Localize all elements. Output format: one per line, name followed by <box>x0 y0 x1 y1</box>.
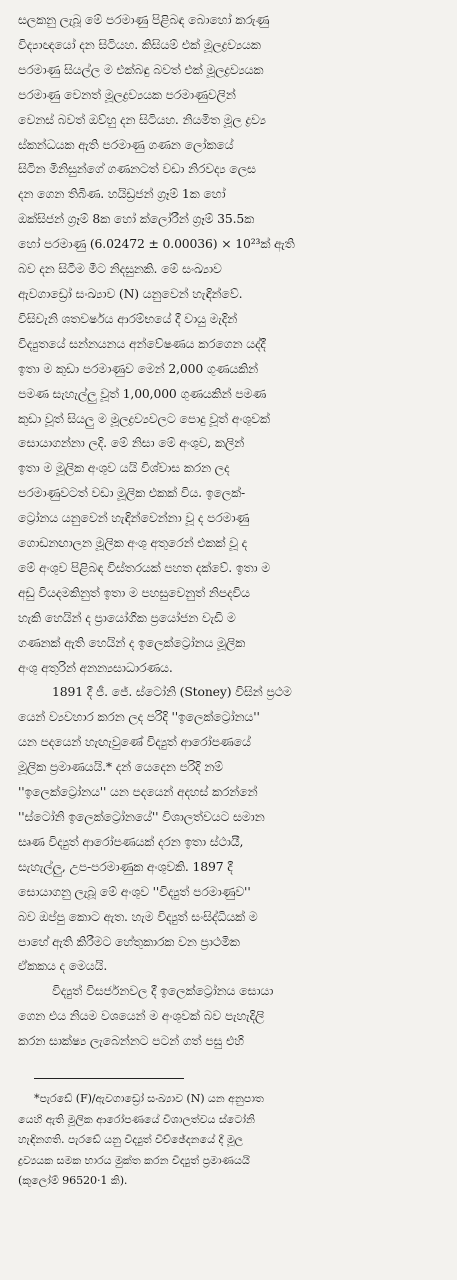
footnote-line: යෙහි ඇති මූලික ආරෝපණයේ විශාලත්වය ස්ටෝනි <box>18 1112 255 1126</box>
text-line: ට්‍රෝනය යනුවෙන් හැඳින්වෙන්නා වූ ද පරමාණු <box>18 510 250 526</box>
footnote-line: *පැරඩේ (F)/ඇවගාඩ්‍රෝ සංඛ්‍යාව (N) යන අනුපාත <box>34 1092 264 1106</box>
text-line: කරන සාක්ෂ්‍ය ලැබෙන්නට පටන් ගත් පසු එහි <box>18 1033 244 1049</box>
footnote-line: ද්‍රව්‍යයක සමක භාරය මුක්ත කරන විද්‍යුත් ප්‍රමාණයයි <box>18 1153 250 1167</box>
text-line: මේ අංශුව පිළිබඳ විස්තරයක් පහත දක්වේ. ඉතා ම <box>18 559 271 575</box>
text-line: 1891 දී ජී. ජේ. ස්ටෝනි (Stoney) විසින් ප්‍රථම <box>52 684 292 700</box>
footnote-line: (කූලෝම් 96520·1 කි). <box>18 1174 128 1188</box>
text-line: සැහැල්ලු, උප-පරමාණුක අංශුවකි. 1897 දී <box>18 858 233 874</box>
text-line: වෙනස් බවත් ඔව්හු දන සිටියහ. නියමිත මූල ද්‍රව්‍ය <box>18 111 266 127</box>
text-line: පරමාණු වෙනත් මූලද්‍රව්‍යයක පරමාණුවලින් <box>18 86 236 102</box>
paragraph-3 <box>18 979 447 1054</box>
text-line: සලකනු ලැබූ මේ පරමාණු පිළිබඳ බොහෝ කරුණු <box>18 12 270 27</box>
text-line: ''ඉලෙක්ට්‍රෝනය'' යන පදයෙන් අදහස් කරන්නේ <box>18 784 258 800</box>
text-line: පමණ සැහැල්ලු වූත් 1,00,000 ගුණයකින් පමණ <box>18 385 267 401</box>
text-line: ගණනක් ඇති හෙයින් ද ඉලෙක්ට්‍රෝනය මූලික <box>18 634 245 650</box>
text-line: යන පදයෙන් හැඟැවුණේ විද්‍යුත් ආරෝපණයේ <box>18 734 251 750</box>
text-line: සිටින මිනිසුන්ගේ ගණනටත් වඩා නිරවද්‍ය ලෙස <box>18 161 256 177</box>
text-line: බව දන සිටීම මීට නිදසුනකි. මේ සංඛ්‍යාව <box>18 261 222 277</box>
text-line: සෘණ විද්‍යුත් ආරෝපණයක් දරන ඉතා ස්ථායී, <box>18 833 244 849</box>
text-line: අංශු අතුරින් අනන්‍යසාධාරණය. <box>18 659 173 675</box>
text-line: ස්කන්ධයක ඇති පරමාණු ගණන ලෝකයේ <box>18 136 234 152</box>
text-line: පරමාණු සියල්ල ම එක්බඳු බවත් එක් මූලද්‍රව්‍යයක <box>18 61 264 77</box>
footnote-rule <box>34 1078 184 1079</box>
text-line: ඔක්සිජන් ග්‍රෑම් 8ක හෝ ක්ලෝරීන් ග්‍රෑම් 35.5ක <box>18 211 255 227</box>
text-line: මූලික ප්‍රමාණයයි.* දන් යෙදෙන පරිදි නම් <box>18 759 223 775</box>
text-line: ඉතා ම මූලික අංශුව යයි විශ්වාස කරන ලද <box>18 460 230 476</box>
text-line: හැකි හෙයින් ද ප්‍රායෝගික ප්‍රයෝජන වැඩි ම <box>18 609 236 625</box>
text-line: දන ගෙන තිබිණ. හයිඩ්‍රජන් ග්‍රෑම් 1ක හෝ <box>18 186 226 202</box>
text-line: ඇවගාඩ්‍රෝ සංඛ්‍යාව (N) යනුවෙන් හැඳින්වේ. <box>18 285 243 301</box>
text-line: ගෙන එය නියම වශයෙන් ම අංශුවක් බව පැහැදිලි <box>18 1008 265 1024</box>
text-line: විසිවැනි ශතවර්ෂය ආරම්භයේ දී වායු මැදින් <box>18 310 238 326</box>
footnote-line: හැඳිනගති. පැරඩේ යනු විද්‍යුත් විච්ඡේදනයේ දී මූල <box>18 1133 244 1147</box>
text-line: ඒකකය ද මෙයයි. <box>18 958 108 974</box>
text-line: පරමාණුවටත් වඩා මූලික එකක් විය. ඉලෙක්- <box>18 485 246 501</box>
text-line: විද්‍යාඥයෝ දන සිටියහ. කිසියම් එක් මූලද්‍රව්‍යයක <box>18 36 261 52</box>
text-line: සොයාගන්නා ලදි. මේ නිසා මේ අංශුව, කලින් <box>18 435 245 451</box>
text-line: කුඩා වූත් සියලු ම මූලද්‍රව්‍යවලට පොදු වූත් අංශුවක් <box>18 410 270 426</box>
text-line: ''ස්ටෝනි ඉලෙක්ට්‍රෝනයේ'' විශාලත්වයට සමාන <box>18 809 265 824</box>
text-line: විද්‍යුතයේ සන්නයනය අන්වේෂණය කරගෙන යද්දී <box>18 335 266 351</box>
text-line: ඉතා ම කුඩා පරමාණුව මෙන් 2,000 ගුණයකින් <box>18 360 258 376</box>
text-line: සොයාගනු ලැබූ මේ අංශුව ''විද්‍යුත් පරමාණුව'' <box>18 883 251 899</box>
text-line: ගොඩනඟාලන මූලික අංශු අතුරෙන් එකක් වූ ද <box>18 535 248 551</box>
text-line: බව ඔප්පු කොට ඇත. හැම විද්‍යුත් සංසිද්ධියක් ම <box>18 908 258 924</box>
text-line: යෙන් ව්‍යවහාර කරන ලද පරිදි ''ඉලෙක්ට්‍රෝනය'' <box>18 709 260 725</box>
text-line: අඩු වියදමකිනුත් ඉතා ම පහසුවෙනුත් නිපදවිය <box>18 584 250 600</box>
text-line: පාහේ ඇති කිරීමට හේතුකාරක වන ප්‍රාථමික <box>18 933 240 949</box>
paragraph-1 <box>18 8 447 680</box>
footnote <box>18 1089 447 1192</box>
text-line: හෝ පරමාණු (6.02472 ± 0.00036) × 10²³ක් ඇති <box>18 236 295 252</box>
paragraph-2 <box>18 680 447 979</box>
text-line: විද්‍යුත් විසර්ජනවල දී ඉලෙක්ට්‍රෝනය සොයා <box>52 983 274 999</box>
